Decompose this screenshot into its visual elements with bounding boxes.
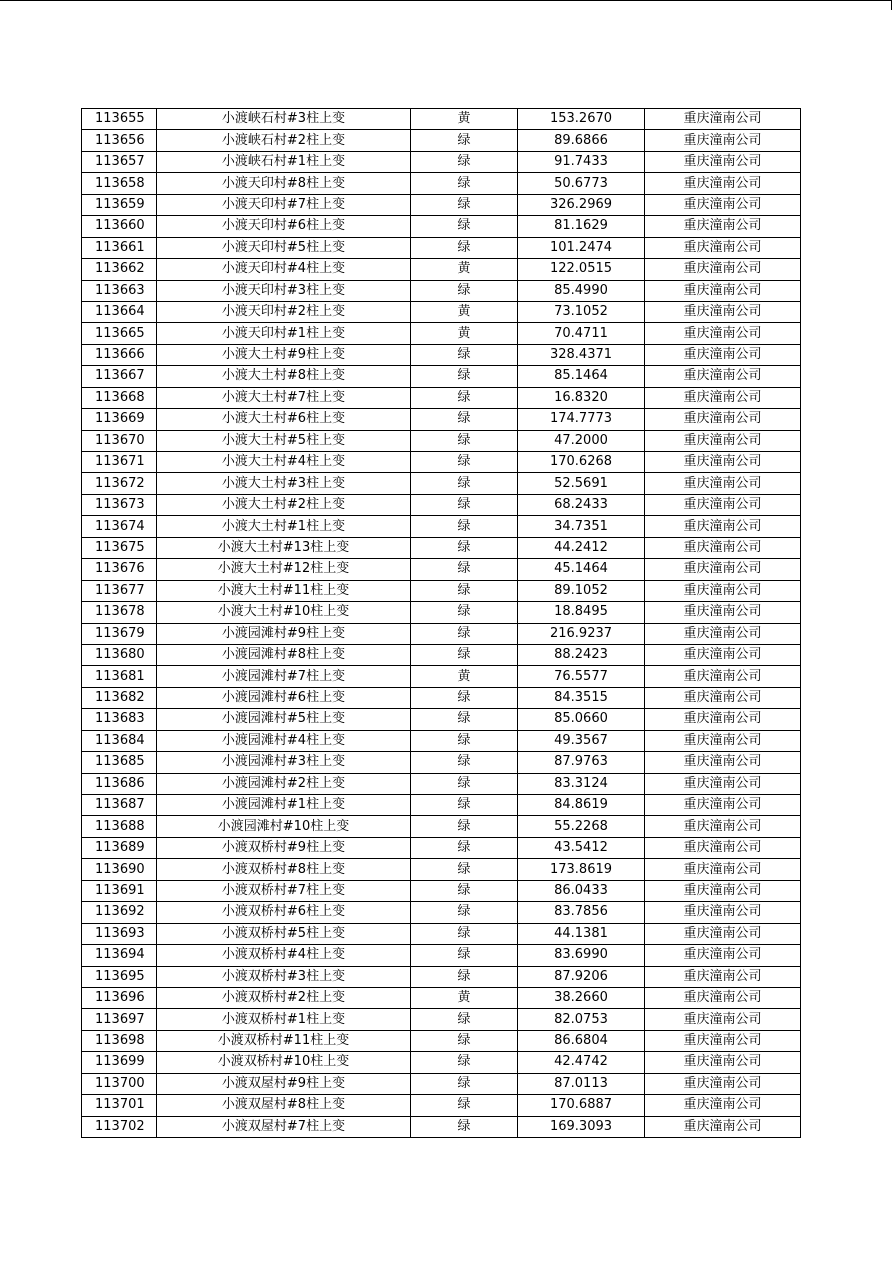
record-id-cell: 113700	[82, 1073, 157, 1094]
status-cell: 绿	[411, 537, 518, 558]
table-row	[82, 516, 801, 537]
table-row	[82, 687, 801, 708]
record-id-cell: 113659	[82, 194, 157, 215]
record-id-cell: 113689	[82, 837, 157, 858]
value-cell: 70.4711	[518, 323, 645, 344]
transformer-name-cell: 小渡双桥村#2柱上变	[157, 987, 411, 1008]
transformer-name-cell: 小渡天印村#3柱上变	[157, 280, 411, 301]
table-row	[82, 1116, 801, 1137]
value-cell: 45.1464	[518, 559, 645, 580]
transformer-name-cell: 小渡大土村#8柱上变	[157, 366, 411, 387]
value-cell: 82.0753	[518, 1009, 645, 1030]
table-row	[82, 430, 801, 451]
value-cell: 91.7433	[518, 151, 645, 172]
status-cell: 绿	[411, 880, 518, 901]
transformer-name-cell: 小渡大土村#2柱上变	[157, 494, 411, 515]
transformer-name-cell: 小渡园滩村#3柱上变	[157, 752, 411, 773]
status-cell: 绿	[411, 602, 518, 623]
company-cell: 重庆潼南公司	[645, 752, 801, 773]
value-cell: 83.6990	[518, 945, 645, 966]
transformer-name-cell: 小渡大土村#7柱上变	[157, 387, 411, 408]
record-id-cell: 113696	[82, 987, 157, 1008]
status-cell: 黄	[411, 987, 518, 1008]
status-cell: 绿	[411, 409, 518, 430]
company-cell: 重庆潼南公司	[645, 966, 801, 987]
record-id-cell: 113693	[82, 923, 157, 944]
status-cell: 绿	[411, 623, 518, 644]
table-row	[82, 280, 801, 301]
status-cell: 黄	[411, 109, 518, 130]
company-cell: 重庆潼南公司	[645, 1073, 801, 1094]
record-id-cell: 113681	[82, 666, 157, 687]
table-row	[82, 109, 801, 130]
company-cell: 重庆潼南公司	[645, 1009, 801, 1030]
record-id-cell: 113673	[82, 494, 157, 515]
record-id-cell: 113670	[82, 430, 157, 451]
transformer-name-cell: 小渡园滩村#4柱上变	[157, 730, 411, 751]
value-cell: 68.2433	[518, 494, 645, 515]
record-id-cell: 113677	[82, 580, 157, 601]
transformer-name-cell: 小渡双桥村#9柱上变	[157, 837, 411, 858]
value-cell: 55.2268	[518, 816, 645, 837]
status-cell: 黄	[411, 259, 518, 280]
record-id-cell: 113664	[82, 301, 157, 322]
company-cell: 重庆潼南公司	[645, 1116, 801, 1137]
table-row	[82, 730, 801, 751]
company-cell: 重庆潼南公司	[645, 580, 801, 601]
company-cell: 重庆潼南公司	[645, 1095, 801, 1116]
table-row	[82, 1073, 801, 1094]
record-id-cell: 113666	[82, 344, 157, 365]
record-id-cell: 113667	[82, 366, 157, 387]
record-id-cell: 113685	[82, 752, 157, 773]
company-cell: 重庆潼南公司	[645, 623, 801, 644]
company-cell: 重庆潼南公司	[645, 687, 801, 708]
status-cell: 绿	[411, 494, 518, 515]
value-cell: 85.1464	[518, 366, 645, 387]
value-cell: 34.7351	[518, 516, 645, 537]
record-id-cell: 113682	[82, 687, 157, 708]
company-cell: 重庆潼南公司	[645, 795, 801, 816]
table-row	[82, 1009, 801, 1030]
table-row	[82, 666, 801, 687]
status-cell: 绿	[411, 752, 518, 773]
table-row	[82, 409, 801, 430]
transformer-name-cell: 小渡天印村#5柱上变	[157, 237, 411, 258]
company-cell: 重庆潼南公司	[645, 280, 801, 301]
status-cell: 绿	[411, 516, 518, 537]
value-cell: 73.1052	[518, 301, 645, 322]
record-id-cell: 113699	[82, 1052, 157, 1073]
record-id-cell: 113661	[82, 237, 157, 258]
record-id-cell: 113676	[82, 559, 157, 580]
value-cell: 174.7773	[518, 409, 645, 430]
value-cell: 38.2660	[518, 987, 645, 1008]
transformer-name-cell: 小渡天印村#2柱上变	[157, 301, 411, 322]
value-cell: 16.8320	[518, 387, 645, 408]
transformer-name-cell: 小渡大土村#13柱上变	[157, 537, 411, 558]
company-cell: 重庆潼南公司	[645, 452, 801, 473]
transformer-name-cell: 小渡天印村#6柱上变	[157, 216, 411, 237]
status-cell: 绿	[411, 730, 518, 751]
company-cell: 重庆潼南公司	[645, 516, 801, 537]
company-cell: 重庆潼南公司	[645, 880, 801, 901]
value-cell: 87.0113	[518, 1073, 645, 1094]
status-cell: 绿	[411, 151, 518, 172]
transformer-name-cell: 小渡双屋村#9柱上变	[157, 1073, 411, 1094]
status-cell: 绿	[411, 859, 518, 880]
company-cell: 重庆潼南公司	[645, 902, 801, 923]
value-cell: 328.4371	[518, 344, 645, 365]
value-cell: 173.8619	[518, 859, 645, 880]
value-cell: 169.3093	[518, 1116, 645, 1137]
record-id-cell: 113665	[82, 323, 157, 344]
table-row	[82, 344, 801, 365]
status-cell: 绿	[411, 1116, 518, 1137]
record-id-cell: 113671	[82, 452, 157, 473]
status-cell: 绿	[411, 966, 518, 987]
value-cell: 326.2969	[518, 194, 645, 215]
company-cell: 重庆潼南公司	[645, 151, 801, 172]
status-cell: 绿	[411, 1052, 518, 1073]
status-cell: 绿	[411, 1073, 518, 1094]
transformer-name-cell: 小渡双桥村#4柱上变	[157, 945, 411, 966]
status-cell: 绿	[411, 216, 518, 237]
table-row	[82, 323, 801, 344]
record-id-cell: 113656	[82, 130, 157, 151]
status-cell: 绿	[411, 452, 518, 473]
table-row	[82, 151, 801, 172]
value-cell: 86.0433	[518, 880, 645, 901]
record-id-cell: 113697	[82, 1009, 157, 1030]
company-cell: 重庆潼南公司	[645, 494, 801, 515]
table-row	[82, 752, 801, 773]
transformer-name-cell: 小渡大土村#4柱上变	[157, 452, 411, 473]
transformer-name-cell: 小渡大土村#5柱上变	[157, 430, 411, 451]
record-id-cell: 113680	[82, 644, 157, 665]
status-cell: 绿	[411, 837, 518, 858]
table-row	[82, 494, 801, 515]
record-id-cell: 113688	[82, 816, 157, 837]
value-cell: 81.1629	[518, 216, 645, 237]
table-row	[82, 644, 801, 665]
substation-table-body	[82, 109, 801, 1138]
table-row	[82, 880, 801, 901]
table-row	[82, 1052, 801, 1073]
status-cell: 绿	[411, 473, 518, 494]
transformer-name-cell: 小渡大土村#10柱上变	[157, 602, 411, 623]
company-cell: 重庆潼南公司	[645, 387, 801, 408]
transformer-name-cell: 小渡天印村#8柱上变	[157, 173, 411, 194]
value-cell: 153.2670	[518, 109, 645, 130]
transformer-name-cell: 小渡双桥村#3柱上变	[157, 966, 411, 987]
table-row	[82, 923, 801, 944]
substation-table	[81, 108, 801, 1138]
status-cell: 绿	[411, 816, 518, 837]
transformer-name-cell: 小渡双桥村#7柱上变	[157, 880, 411, 901]
transformer-name-cell: 小渡园滩村#5柱上变	[157, 709, 411, 730]
table-row	[82, 173, 801, 194]
status-cell: 绿	[411, 366, 518, 387]
record-id-cell: 113694	[82, 945, 157, 966]
transformer-name-cell: 小渡双桥村#10柱上变	[157, 1052, 411, 1073]
company-cell: 重庆潼南公司	[645, 216, 801, 237]
table-row	[82, 795, 801, 816]
status-cell: 绿	[411, 237, 518, 258]
company-cell: 重庆潼南公司	[645, 559, 801, 580]
value-cell: 18.8495	[518, 602, 645, 623]
record-id-cell: 113698	[82, 1030, 157, 1051]
table-row	[82, 301, 801, 322]
transformer-name-cell: 小渡峡石村#1柱上变	[157, 151, 411, 172]
value-cell: 170.6268	[518, 452, 645, 473]
status-cell: 绿	[411, 387, 518, 408]
transformer-name-cell: 小渡大土村#1柱上变	[157, 516, 411, 537]
record-id-cell: 113691	[82, 880, 157, 901]
value-cell: 101.2474	[518, 237, 645, 258]
status-cell: 绿	[411, 1009, 518, 1030]
transformer-name-cell: 小渡双屋村#7柱上变	[157, 1116, 411, 1137]
transformer-name-cell: 小渡双屋村#8柱上变	[157, 1095, 411, 1116]
transformer-name-cell: 小渡大土村#12柱上变	[157, 559, 411, 580]
company-cell: 重庆潼南公司	[645, 644, 801, 665]
company-cell: 重庆潼南公司	[645, 987, 801, 1008]
record-id-cell: 113657	[82, 151, 157, 172]
record-id-cell: 113683	[82, 709, 157, 730]
table-row	[82, 602, 801, 623]
company-cell: 重庆潼南公司	[645, 259, 801, 280]
record-id-cell: 113672	[82, 473, 157, 494]
value-cell: 216.9237	[518, 623, 645, 644]
record-id-cell: 113668	[82, 387, 157, 408]
status-cell: 绿	[411, 430, 518, 451]
company-cell: 重庆潼南公司	[645, 130, 801, 151]
table-row	[82, 859, 801, 880]
status-cell: 绿	[411, 280, 518, 301]
company-cell: 重庆潼南公司	[645, 709, 801, 730]
company-cell: 重庆潼南公司	[645, 666, 801, 687]
record-id-cell: 113669	[82, 409, 157, 430]
value-cell: 86.6804	[518, 1030, 645, 1051]
table-row	[82, 945, 801, 966]
status-cell: 黄	[411, 323, 518, 344]
value-cell: 43.5412	[518, 837, 645, 858]
company-cell: 重庆潼南公司	[645, 194, 801, 215]
table-row	[82, 709, 801, 730]
transformer-name-cell: 小渡天印村#1柱上变	[157, 323, 411, 344]
record-id-cell: 113695	[82, 966, 157, 987]
value-cell: 84.8619	[518, 795, 645, 816]
table-row	[82, 773, 801, 794]
company-cell: 重庆潼南公司	[645, 430, 801, 451]
table-row	[82, 623, 801, 644]
value-cell: 52.5691	[518, 473, 645, 494]
status-cell: 绿	[411, 709, 518, 730]
table-row	[82, 366, 801, 387]
value-cell: 47.2000	[518, 430, 645, 451]
transformer-name-cell: 小渡天印村#4柱上变	[157, 259, 411, 280]
transformer-name-cell: 小渡双桥村#8柱上变	[157, 859, 411, 880]
table-row	[82, 1030, 801, 1051]
transformer-name-cell: 小渡园滩村#6柱上变	[157, 687, 411, 708]
company-cell: 重庆潼南公司	[645, 837, 801, 858]
transformer-name-cell: 小渡园滩村#1柱上变	[157, 795, 411, 816]
company-cell: 重庆潼南公司	[645, 537, 801, 558]
table-row	[82, 387, 801, 408]
table-row	[82, 216, 801, 237]
company-cell: 重庆潼南公司	[645, 323, 801, 344]
transformer-name-cell: 小渡峡石村#3柱上变	[157, 109, 411, 130]
value-cell: 44.1381	[518, 923, 645, 944]
table-row	[82, 987, 801, 1008]
company-cell: 重庆潼南公司	[645, 1052, 801, 1073]
company-cell: 重庆潼南公司	[645, 923, 801, 944]
transformer-name-cell: 小渡园滩村#9柱上变	[157, 623, 411, 644]
value-cell: 85.0660	[518, 709, 645, 730]
status-cell: 绿	[411, 923, 518, 944]
transformer-name-cell: 小渡双桥村#6柱上变	[157, 902, 411, 923]
value-cell: 44.2412	[518, 537, 645, 558]
status-cell: 绿	[411, 173, 518, 194]
record-id-cell: 113678	[82, 602, 157, 623]
value-cell: 83.7856	[518, 902, 645, 923]
value-cell: 170.6887	[518, 1095, 645, 1116]
page-top-border	[0, 0, 892, 1]
record-id-cell: 113692	[82, 902, 157, 923]
company-cell: 重庆潼南公司	[645, 109, 801, 130]
record-id-cell: 113658	[82, 173, 157, 194]
status-cell: 绿	[411, 344, 518, 365]
table-row	[82, 580, 801, 601]
company-cell: 重庆潼南公司	[645, 301, 801, 322]
value-cell: 83.3124	[518, 773, 645, 794]
value-cell: 85.4990	[518, 280, 645, 301]
status-cell: 绿	[411, 1030, 518, 1051]
table-row	[82, 1095, 801, 1116]
record-id-cell: 113684	[82, 730, 157, 751]
record-id-cell: 113701	[82, 1095, 157, 1116]
status-cell: 绿	[411, 945, 518, 966]
status-cell: 黄	[411, 301, 518, 322]
status-cell: 绿	[411, 580, 518, 601]
transformer-name-cell: 小渡园滩村#8柱上变	[157, 644, 411, 665]
record-id-cell: 113679	[82, 623, 157, 644]
record-id-cell: 113687	[82, 795, 157, 816]
company-cell: 重庆潼南公司	[645, 816, 801, 837]
transformer-name-cell: 小渡大土村#6柱上变	[157, 409, 411, 430]
table-row	[82, 537, 801, 558]
transformer-name-cell: 小渡大土村#3柱上变	[157, 473, 411, 494]
company-cell: 重庆潼南公司	[645, 773, 801, 794]
transformer-name-cell: 小渡园滩村#2柱上变	[157, 773, 411, 794]
transformer-name-cell: 小渡天印村#7柱上变	[157, 194, 411, 215]
status-cell: 绿	[411, 559, 518, 580]
value-cell: 89.6866	[518, 130, 645, 151]
company-cell: 重庆潼南公司	[645, 473, 801, 494]
company-cell: 重庆潼南公司	[645, 945, 801, 966]
table-row	[82, 902, 801, 923]
status-cell: 绿	[411, 773, 518, 794]
status-cell: 绿	[411, 130, 518, 151]
company-cell: 重庆潼南公司	[645, 859, 801, 880]
company-cell: 重庆潼南公司	[645, 366, 801, 387]
record-id-cell: 113655	[82, 109, 157, 130]
company-cell: 重庆潼南公司	[645, 344, 801, 365]
company-cell: 重庆潼南公司	[645, 730, 801, 751]
record-id-cell: 113662	[82, 259, 157, 280]
value-cell: 87.9206	[518, 966, 645, 987]
company-cell: 重庆潼南公司	[645, 1030, 801, 1051]
value-cell: 84.3515	[518, 687, 645, 708]
transformer-name-cell: 小渡园滩村#7柱上变	[157, 666, 411, 687]
table-row	[82, 259, 801, 280]
table-row	[82, 966, 801, 987]
table-row	[82, 559, 801, 580]
table-row	[82, 473, 801, 494]
status-cell: 绿	[411, 194, 518, 215]
status-cell: 绿	[411, 795, 518, 816]
transformer-name-cell: 小渡峡石村#2柱上变	[157, 130, 411, 151]
value-cell: 122.0515	[518, 259, 645, 280]
company-cell: 重庆潼南公司	[645, 237, 801, 258]
record-id-cell: 113702	[82, 1116, 157, 1137]
value-cell: 76.5577	[518, 666, 645, 687]
record-id-cell: 113675	[82, 537, 157, 558]
status-cell: 绿	[411, 644, 518, 665]
value-cell: 89.1052	[518, 580, 645, 601]
record-id-cell: 113674	[82, 516, 157, 537]
status-cell: 绿	[411, 902, 518, 923]
table-row	[82, 837, 801, 858]
transformer-name-cell: 小渡大土村#11柱上变	[157, 580, 411, 601]
value-cell: 50.6773	[518, 173, 645, 194]
transformer-name-cell: 小渡大土村#9柱上变	[157, 344, 411, 365]
status-cell: 绿	[411, 1095, 518, 1116]
company-cell: 重庆潼南公司	[645, 173, 801, 194]
transformer-name-cell: 小渡双桥村#5柱上变	[157, 923, 411, 944]
company-cell: 重庆潼南公司	[645, 409, 801, 430]
value-cell: 49.3567	[518, 730, 645, 751]
record-id-cell: 113660	[82, 216, 157, 237]
record-id-cell: 113663	[82, 280, 157, 301]
value-cell: 88.2423	[518, 644, 645, 665]
table-row	[82, 816, 801, 837]
record-id-cell: 113690	[82, 859, 157, 880]
transformer-name-cell: 小渡双桥村#1柱上变	[157, 1009, 411, 1030]
value-cell: 42.4742	[518, 1052, 645, 1073]
status-cell: 黄	[411, 666, 518, 687]
record-id-cell: 113686	[82, 773, 157, 794]
transformer-name-cell: 小渡双桥村#11柱上变	[157, 1030, 411, 1051]
table-row	[82, 452, 801, 473]
company-cell: 重庆潼南公司	[645, 602, 801, 623]
transformer-name-cell: 小渡园滩村#10柱上变	[157, 816, 411, 837]
status-cell: 绿	[411, 687, 518, 708]
table-row	[82, 237, 801, 258]
table-row	[82, 130, 801, 151]
table-row	[82, 194, 801, 215]
value-cell: 87.9763	[518, 752, 645, 773]
